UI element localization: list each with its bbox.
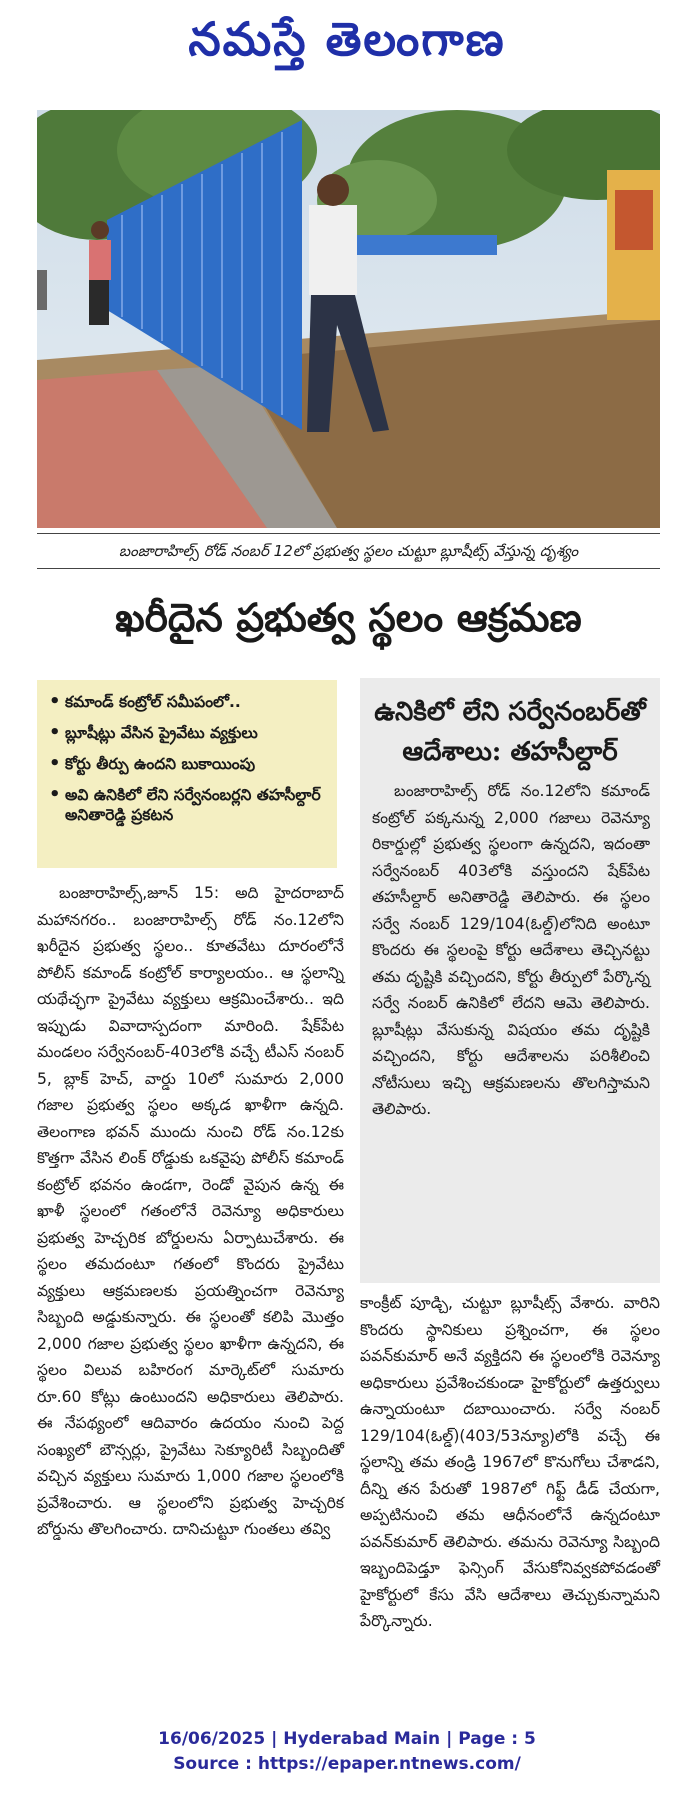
caption-top-rule	[37, 533, 660, 534]
highlights-list	[37, 680, 337, 825]
news-photo	[37, 110, 660, 528]
highlight-item: • బ్లూషీట్లు వేసిన ప్రైవేటు వ్యక్తులు	[49, 723, 329, 743]
caption-bottom-rule	[37, 568, 660, 569]
sidebar-box	[360, 678, 660, 1283]
main-story-text: బంజారాహిల్స్,జూన్ 15: అది హైదరాబాద్ మహానగరం.. బంజారాహిల్స్ రోడ్ నం.12లోని ఖరీదైన ప్రభుత్వ స్థలం.. కూతవేటు దూరంలోనే పోలీస్ కమాండ్ కంట్రోల్ కార్యాలయం.. ఆ స్థలాన్ని యథేచ్ఛగా ప్రైవేటు వ్యక్తులు ఆక్రమించేశారు.. ఇది ఇప్పుడు వివాదాస్పదంగా మారింది. షేక్‌పేట మండలం సర్వేనంబర్-403లోకి వచ్చే టీఎస్ నంబర్ 5, బ్లాక్ హెచ్, వార్డు 10లో సుమారు 2,000 గజాల ప్రభుత్వ స్థలం అక్కడ ఖాళీగా ఉన్నది. తెలంగాణ భవన్ ముందు నుంచి రోడ్ నం.12కు కొత్తగా వేసిన లింక్ రోడ్డుకు ఒకవైపు పోలీస్ కమాండ్ కంట్రోల్ భవనం ఉండగా, రెండో వైపున ఉన్న ఈ ఖాళీ స్థలంలో గతంలోనే రెవెన్యూ అధికారులు ప్రభుత్వ హెచ్చరిక బోర్డులను ఏర్పాటుచేశారు. ఈ స్థలం తమదంటూ గతంలో కొందరు ప్రైవేటు వ్యక్తులు ఆక్రమణలకు ప్రయత్నించగా రెవెన్యూ సిబ్బంది అడ్డుకున్నారు. ఈ స్థలంతో కలిపి మొత్తం 2,000 గజాల ప్రభుత్వ స్థలం ఖాళీగా ఉన్నదని, ఈ స్థలం విలువ బహిరంగ మార్కెట్‌లో సుమారు రూ.60 కోట్లు ఉంటుందని అధికారులు తెలిపారు. ఈ నేపథ్యంలో ఆదివారం ఉదయం నుంచి పెద్ద సంఖ్యలో బౌన్సర్లు, ప్రైవేటు సెక్యూరిటీ సిబ్బందితో వచ్చిన వ్యక్తులు సుమారు 1,000 గజాల స్థలంలోకి ప్రవేశించారు. ఆ స్థలంలోని ప్రభుత్వ హెచ్చరిక బోర్డును తొలగించారు. దానిచుట్టూ గుంతలు తవ్వి	[37, 884, 344, 1538]
highlight-item: • కోర్టు తీర్పు ఉందని బుకాయింపు	[49, 754, 329, 774]
highlight-item: • అవి ఉనికిలో లేని సర్వేనంబర్లని తహసీల్దార్ అనితారెడ్డి ప్రకటన	[49, 785, 329, 825]
sidebar-text: బంజారాహిల్స్ రోడ్ నం.12లోని కమాండ్ కంట్రోల్ పక్కనున్న 2,000 గజాలు రెవెన్యూ రికార్డుల్లో ప్రభుత్వ స్థలంగా ఉన్నదని, ఇదంతా సర్వేనంబర్ 403లోకి వస్తుందని షేక్‌పేట తహసీల్దార్ అనితారెడ్డి తెలిపారు. ఈ స్థలం సర్వే నంబర్ 129/104(ఓల్డ్)లోనిది అంటూ కొందరు ఈ స్థలంపై కోర్టు ఆదేశాలు తెచ్చినట్టు తమ దృష్టికి వచ్చిందని, కోర్టు తీర్పులో పేర్కొన్న సర్వే నంబర్ ఉనికిలో లేదని ఆమె తెలిపారు. బ్లూషీట్లు వేసుకున్న విషయం తమ దృష్టికి వచ్చిందని, కోర్టు ఆదేశాలను పరిశీలించి నోటీసులు ఇచ్చి ఆక్రమణలను తొలగిస్తామని తెలిపారు.	[372, 782, 650, 1118]
highlight-item: • కమాండ్ కంట్రోల్ సమీపంలో..	[49, 692, 329, 712]
headline: ఖరీదైన ప్రభుత్వ స్థలం ఆక్రమణ	[115, 595, 582, 641]
photo-caption: బంజారాహిల్స్ రోడ్ నంబర్ 12లో ప్రభుత్వ స్థలం చుట్టూ బ్లూషీట్స్ వేస్తున్న దృశ్యం	[118, 542, 579, 560]
construction-scene-illustration	[37, 110, 660, 528]
main-story-continuation	[360, 1290, 660, 1635]
masthead-title: నమస్తే తెలంగాణ	[188, 12, 506, 66]
masthead	[0, 8, 694, 70]
sidebar-title: ఉనికిలో లేని సర్వేనంబర్‌తో ఆదేశాలు: తహసీల్దార్	[374, 697, 646, 767]
highlights-box	[37, 680, 337, 868]
main-story-column	[37, 880, 344, 1543]
continuation-text: కాంక్రీట్ పూడ్చి, చుట్టూ బ్లూషీట్స్ వేశారు. వారిని కొందరు స్థానికులు ప్రశ్నించగా, ఈ స్థలం పవన్‌కుమార్ అనే వ్యక్తిదని ఈ స్థలంలోకి రెవెన్యూ అధికారులు ప్రవేశించకుండా హైకోర్టులో ఉత్తర్వులు ఉన్నాయంటూ దబాయించారు. సర్వే నంబర్ 129/104(ఓల్డ్)(403/53న్యూ)లోకి వచ్చే ఈ స్థలాన్ని తమ తండ్రి 1967లో కొనుగోలు చేశాడని, దీన్ని తన పేరుతో 1987లో గిఫ్ట్ డీడ్ చేయగా, అప్పటినుంచి తమ ఆధీనంలోనే ఉన్నదంటూ పవన్‌కుమార్ తెలిపారు. తమను రెవెన్యూ సిబ్బంది ఇబ్బందిపెడ్తూ ఫెన్సింగ్ వేసుకోనివ్వకపోవడంతో హైకోర్టులో కేసు వేసి ఆదేశాలు తెచ్చుకున్నామని పేర్కొన్నారు.	[360, 1294, 660, 1630]
footer-date-line: 16/06/2025 | Hyderabad Main | Page : 5	[158, 1729, 536, 1749]
footer-source-line: Source : https://epaper.ntnews.com/	[173, 1754, 521, 1774]
